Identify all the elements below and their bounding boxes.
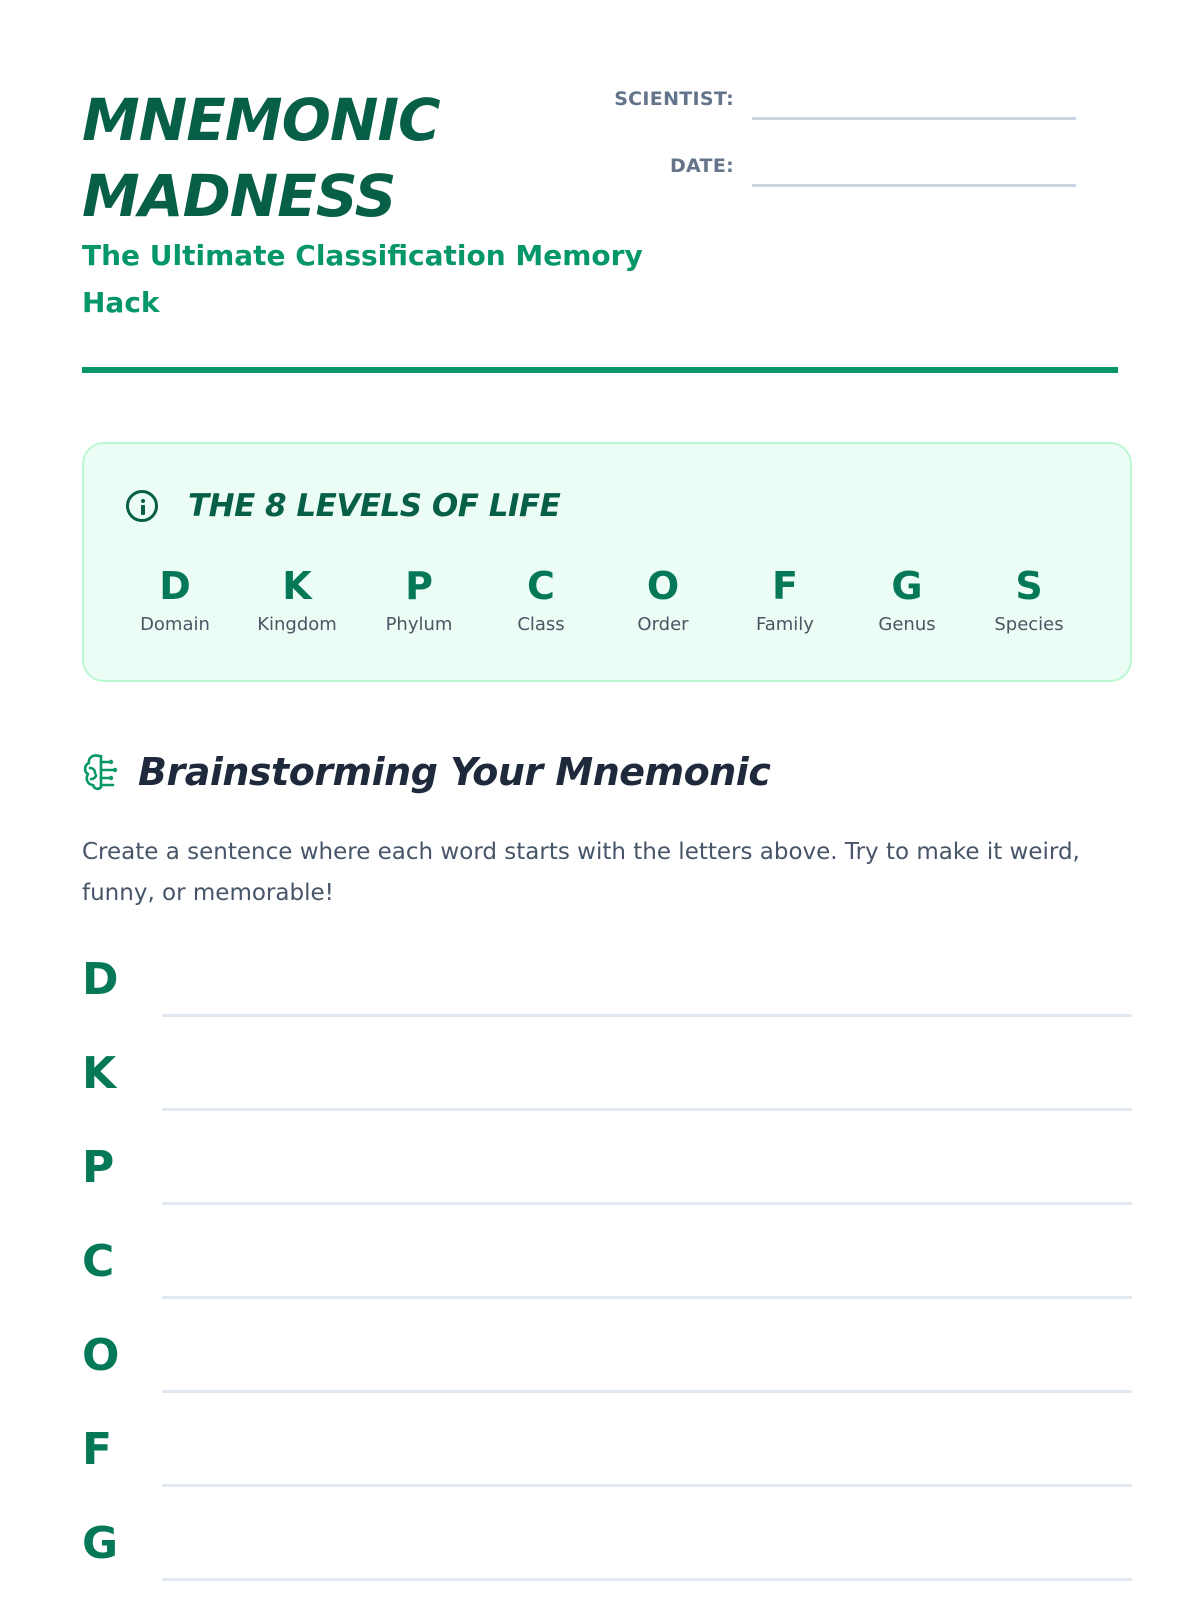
writing-line[interactable] (162, 1014, 1132, 1017)
brain-icon (82, 752, 118, 792)
title-line-2: MADNESS (82, 162, 396, 230)
levels-card (82, 442, 1132, 682)
level-name: Genus (878, 614, 936, 635)
writing-line[interactable] (162, 1108, 1132, 1111)
level-letter: S (1015, 564, 1043, 608)
level-genus (846, 564, 968, 635)
level-name: Species (994, 614, 1064, 635)
level-name: Phylum (385, 614, 453, 635)
page-subtitle: The Ultimate Classification Memory Hack (82, 239, 643, 319)
level-letter: F (772, 564, 798, 608)
date-label: DATE: (669, 155, 734, 177)
level-name: Domain (140, 614, 210, 635)
writing-line[interactable] (162, 1296, 1132, 1299)
writing-line-letter: D (82, 954, 119, 1005)
writing-line-row (82, 1328, 1132, 1422)
level-letter: C (527, 564, 555, 608)
level-phylum (358, 564, 480, 635)
writing-line-row (82, 1046, 1132, 1140)
scientist-field (582, 88, 1076, 120)
header (82, 0, 1118, 374)
writing-line-letter: C (82, 1236, 115, 1287)
brainstorm-instructions: Create a sentence where each word starts with the letters above. Try to make it weird, funny, or memorable! (82, 839, 1080, 906)
scientist-input-line[interactable] (752, 117, 1076, 120)
level-species (968, 564, 1090, 635)
level-name: Family (756, 614, 814, 635)
writing-line-letter: G (82, 1518, 119, 1569)
level-letter: D (159, 564, 191, 608)
brainstorm-header (82, 750, 770, 794)
brainstorm-title: Brainstorming Your Mnemonic (138, 750, 771, 794)
level-family (724, 564, 846, 635)
date-input-line[interactable] (752, 184, 1076, 187)
level-kingdom (236, 564, 358, 635)
levels-list (114, 564, 1090, 635)
page-title (82, 82, 440, 234)
level-domain (114, 564, 236, 635)
level-class (480, 564, 602, 635)
levels-card-header (126, 488, 560, 524)
writing-line-letter: K (82, 1048, 117, 1099)
writing-line-row (82, 1234, 1132, 1328)
title-line-1: MNEMONIC (82, 86, 440, 154)
writing-line[interactable] (162, 1202, 1132, 1205)
level-letter: G (891, 564, 923, 608)
level-order (602, 564, 724, 635)
date-field (582, 155, 1076, 187)
header-divider (82, 367, 1118, 373)
level-name: Class (517, 614, 565, 635)
scientist-label: SCIENTIST: (614, 88, 734, 110)
level-letter: K (282, 564, 312, 608)
writing-line-letter: F (82, 1424, 113, 1475)
levels-card-title: THE 8 LEVELS OF LIFE (188, 488, 561, 524)
level-name: Order (637, 614, 689, 635)
writing-line-row (82, 1516, 1132, 1610)
writing-line-row (82, 952, 1132, 1046)
writing-line[interactable] (162, 1484, 1132, 1487)
writing-line-letter: P (82, 1142, 115, 1193)
writing-line-row (82, 1140, 1132, 1234)
writing-line-letter: O (82, 1330, 120, 1381)
writing-line-row (82, 1422, 1132, 1516)
level-letter: P (405, 564, 433, 608)
info-icon (126, 490, 158, 522)
writing-line[interactable] (162, 1390, 1132, 1393)
level-name: Kingdom (257, 614, 337, 635)
level-letter: O (646, 564, 680, 608)
writing-line[interactable] (162, 1578, 1132, 1581)
